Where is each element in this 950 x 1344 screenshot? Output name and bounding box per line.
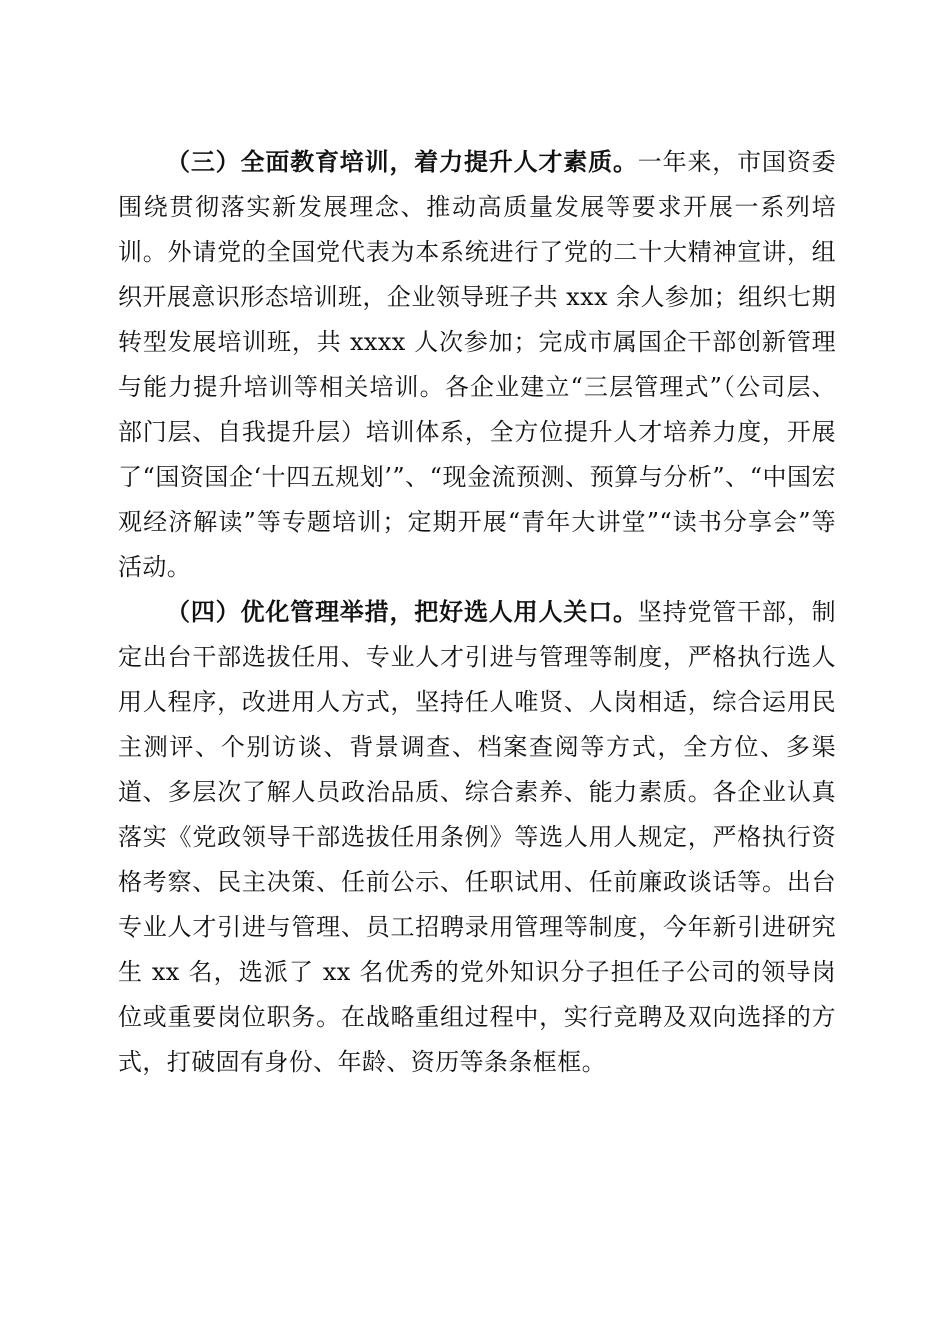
section-4-body: 坚持党管干部，制定出台干部选拔任用、专业人才引进与管理等制度，严格执行选人用人程序，改进用人方式，坚持任人唯贤、人岗相适，综合运用民主测评、个别访谈、背景调查、档案查阅等方式，全方位、多渠道、多层次了解人员政治品质、综合素养、能力素质。各企业认真落实《党政领导干部选拔任用条例》等选人用人规定，严格执行资格考察、民主决策、任前公示、任职试用、任前廉政谈话等。出台专业人才引进与管理、员工招聘录用管理等制度，今年新引进研究生 xx 名，选派了 xx 名优秀的党外知识分子担任子公司的领导岗位或重要岗位职务。在战略重组过程中，实行竞聘及双向选择的方式，打破固有身份、年龄、资历等条条框框。 (118, 598, 836, 1076)
paragraph-section-4 (118, 590, 836, 1085)
paragraph-section-3 (118, 140, 836, 590)
section-3-heading: （三）全面教育培训，着力提升人才素质。 (166, 148, 638, 176)
section-3-body: 一年来，市国资委围绕贯彻落实新发展理念、推动高质量发展等要求开展一系列培训。外请党的全国党代表为本系统进行了党的二十大精神宣讲，组织开展意识形态培训班，企业领导班子共 xxx 余人参加；组织七期转型发展培训班，共 xxxx 人次参加；完成市属国企干部创新管理与能力提升培训等相关培训。各企业建立“三层管理式”（公司层、部门层、自我提升层）培训体系，全方位提升人才培养力度，开展了“国资国企‘十四五规划’”、“现金流预测、预算与分析”、“中国宏观经济解读”等专题培训；定期开展“青年大讲堂”“读书分享会”等活动。 (118, 148, 836, 581)
section-4-heading: （四）优化管理举措，把好选人用人关口。 (166, 598, 638, 626)
document-body (118, 140, 836, 1085)
